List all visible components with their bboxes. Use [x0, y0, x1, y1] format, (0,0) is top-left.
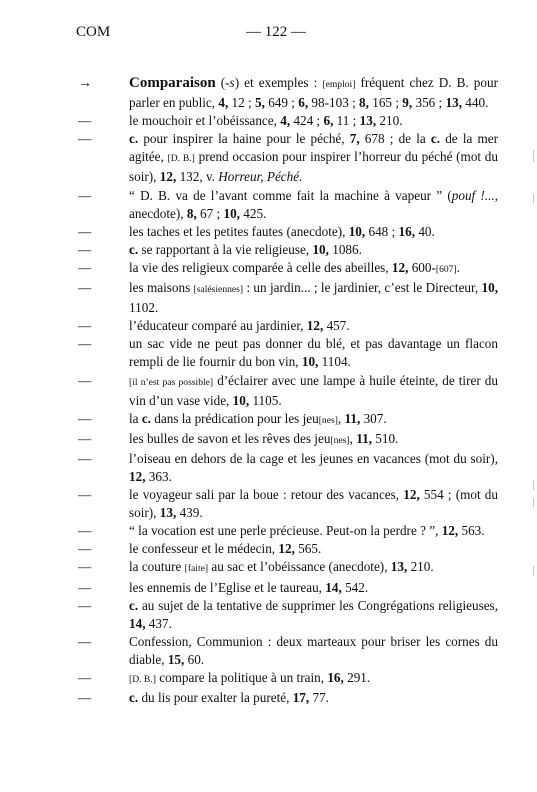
- entry-dash: —: [78, 670, 92, 685]
- index-entry: [78, 112, 498, 130]
- entry-text: prend occasion pour inspirer l’horreur du péché (mot du soir),: [129, 149, 498, 185]
- index-entry: [78, 486, 498, 522]
- entry-text: d’éclairer avec une lampe à huile éteinte, de tirer du vin d’un vase vide,: [129, 372, 498, 408]
- entry-text: 425.: [239, 205, 267, 221]
- entry-text: 363.: [145, 468, 172, 484]
- entry-text: 67 ;: [196, 205, 224, 221]
- entry-text: c.: [430, 131, 441, 147]
- entry-text: 12,: [391, 259, 409, 275]
- index-entry: [78, 317, 498, 335]
- entry-text: se rapportant à la vie religieuse,: [138, 241, 313, 257]
- entry-text: 563.: [458, 523, 485, 539]
- index-entry: [78, 430, 498, 450]
- entry-text: 437.: [145, 615, 172, 631]
- entry-text: du lis pour exalter la pureté,: [138, 690, 293, 706]
- entry-text: [salésiennes]: [193, 284, 244, 296]
- entry-text: 8,: [186, 205, 197, 221]
- entry-text: la couture: [129, 559, 185, 575]
- entry-text: le mouchoir et l’obéissance,: [129, 113, 281, 129]
- index-entry: [78, 223, 498, 241]
- entry-dash: —: [78, 131, 92, 147]
- entry-text: le confesseur et le médecin,: [129, 541, 279, 557]
- entry-text: le voyageur sali par la boue : retour des vacances,: [129, 487, 404, 503]
- running-head: COM: [76, 24, 111, 40]
- entry-text: 9,: [402, 95, 413, 111]
- entry-text: [faite]: [184, 563, 209, 575]
- entry-text: les bulles de savon et les rêves des jeu: [129, 430, 331, 446]
- entry-text: 14,: [129, 615, 146, 631]
- entry-text: 13,: [390, 559, 408, 575]
- entry-text: l’oiseau en dehors de la cage et les jeunes en vacances (mot du soir),: [129, 450, 498, 466]
- entry-text: la vie des religieux comparée à celle des abeilles,: [129, 259, 392, 275]
- entry-text: 678 ; de la: [359, 131, 431, 147]
- entry-text: 11,: [344, 410, 361, 426]
- entry-text: 12 ;: [228, 95, 255, 111]
- margin-mark: [533, 480, 534, 490]
- index-entry: [78, 633, 498, 669]
- entry-text: 565.: [294, 541, 322, 557]
- entry-dash: —: [78, 318, 92, 334]
- entry-text: 648 ;: [365, 223, 399, 239]
- entry-text: 1104.: [318, 354, 351, 370]
- entry-dash: —: [78, 690, 92, 706]
- index-entry: [78, 335, 498, 371]
- entry-text: un sac vide ne peut pas donner du blé, et pas davantage un flacon rempli de lie fournir du bon vin,: [129, 336, 498, 370]
- entry-text: 8,: [359, 95, 369, 111]
- entry-text: c.: [129, 241, 139, 257]
- entry-text: 5,: [255, 95, 265, 111]
- entry-text: 307.: [360, 410, 387, 426]
- margin-mark: [533, 498, 534, 508]
- entry-dash: —: [78, 430, 92, 446]
- entry-text: .: [456, 259, 460, 275]
- entry-text: Confession, Communion : deux marteaux pour briser les cornes du diable,: [129, 633, 498, 667]
- entry-text: 10,: [348, 223, 366, 239]
- entry-text: au sujet de la tentative de supprimer les Congrégations religieuses,: [138, 597, 498, 613]
- margin-mark: [533, 150, 534, 162]
- entry-text: 10,: [481, 280, 498, 296]
- entry-text: 60.: [184, 651, 205, 667]
- entry-text: Horreur, Péché.: [218, 169, 303, 185]
- entry-text: 7,: [349, 131, 360, 147]
- entry-text: 440.: [462, 95, 489, 111]
- index-entry: [78, 689, 498, 707]
- entry-text: 12,: [129, 468, 146, 484]
- entry-text: “ la vocation est une perle précieuse. Peut-on la perdre ? ”,: [129, 523, 442, 539]
- entry-text: [D. B.]: [129, 674, 156, 685]
- entry-text: ,: [337, 410, 345, 426]
- entry-text: compare la politique à un train,: [155, 670, 328, 685]
- entry-text: de la mer agitée,: [129, 131, 499, 165]
- entry-text: 12,: [278, 541, 295, 557]
- entry-text: 439.: [176, 505, 203, 521]
- entry-text: 510.: [371, 430, 399, 446]
- index-entry: [78, 279, 498, 317]
- entry-text: 457.: [323, 318, 350, 334]
- entry-dash: —: [78, 541, 92, 557]
- index-entry: [78, 540, 498, 558]
- margin-mark: [533, 566, 534, 576]
- entry-text: [607]: [435, 263, 457, 275]
- entry-text: “ D. B. va de l’avant comme fait la machine à vapeur ” (: [129, 187, 452, 203]
- index-entry: [78, 522, 498, 540]
- entry-dash: —: [78, 559, 92, 575]
- entry-text: 12,: [306, 318, 324, 334]
- index-entry: [78, 259, 498, 279]
- entry-text: 165 ;: [368, 95, 403, 111]
- entry-text: 424 ;: [290, 113, 324, 129]
- entry-text: -s: [225, 75, 235, 90]
- entry-text: 12,: [441, 523, 459, 539]
- entry-text: 98-103 ;: [308, 95, 360, 111]
- entry-text: 12,: [159, 169, 177, 185]
- entry-text: ,: [349, 430, 357, 446]
- entry-dash: —: [78, 259, 92, 275]
- entry-text: 4,: [280, 113, 291, 129]
- index-entry: [78, 669, 498, 689]
- entry-text: la: [129, 410, 142, 426]
- entry-dash: —: [78, 223, 92, 239]
- entry-text: 10,: [223, 205, 240, 221]
- entry-text: 10,: [312, 241, 329, 257]
- entry-text: 10,: [232, 392, 250, 408]
- entry-text: 356 ;: [412, 95, 446, 111]
- entry-text: 1105.: [249, 392, 282, 408]
- entry-text: 600-: [408, 259, 436, 275]
- index-entry: [78, 558, 498, 578]
- entry-text: pour inspirer la haine pour le péché,: [138, 131, 350, 147]
- index-entry: [78, 579, 498, 597]
- entry-dash: —: [78, 187, 92, 203]
- entry-dash: —: [78, 336, 92, 352]
- entry-text: 291.: [343, 670, 371, 685]
- entry-text: 554 ; (mot du soir),: [129, 487, 498, 521]
- arrow-icon: →: [78, 76, 92, 91]
- entry-text: les ennemis de l’Eglise et le taureau,: [129, 579, 326, 595]
- entry-text: 132, v.: [176, 169, 219, 185]
- entry-text: 1102.: [129, 300, 159, 316]
- entry-text: (: [215, 75, 226, 90]
- entry-text: 15,: [167, 651, 185, 667]
- entry-text: 16,: [398, 223, 416, 239]
- entry-text: fréquent chez D. B. pour parler en public,: [129, 75, 498, 111]
- entry-dash: —: [78, 450, 92, 466]
- entry-text: [il n’est pas possible]: [129, 376, 214, 388]
- entry-text: Comparaison: [129, 75, 216, 91]
- entry-text: au sac et l’obéissance (anecdote),: [208, 559, 391, 575]
- index-entry: [78, 410, 498, 430]
- entry-text: 6,: [298, 95, 309, 111]
- entry-text: [nes]: [330, 434, 350, 446]
- margin-mark: [533, 194, 534, 204]
- entry-text: [D. B.]: [167, 153, 195, 165]
- entry-text: c.: [129, 690, 139, 706]
- entry-dash: —: [78, 633, 92, 649]
- index-entry: [78, 130, 498, 186]
- entry-text: 542.: [341, 579, 369, 595]
- index-entry: [78, 241, 498, 259]
- entry-dash: —: [78, 487, 92, 503]
- entry-text: pouf !...: [451, 187, 495, 203]
- entry-text: 12,: [403, 487, 420, 503]
- entry-dash: —: [78, 410, 92, 426]
- entry-text: 11 ;: [333, 113, 360, 129]
- entry-text: 16,: [327, 670, 344, 685]
- entry-text: 11,: [356, 430, 372, 446]
- entry-text: c.: [129, 131, 139, 147]
- entry-dash: —: [78, 241, 92, 257]
- entry-dash: —: [78, 523, 92, 539]
- entry-text: 13,: [159, 505, 177, 521]
- entry-text: c.: [129, 597, 139, 613]
- entry-text: 13,: [359, 113, 377, 129]
- entry-text: , anecdote),: [129, 187, 498, 221]
- entry-text: 1086.: [328, 241, 362, 257]
- index-entries: [78, 74, 498, 707]
- entry-text: ) et exemples :: [234, 75, 323, 90]
- entry-text: 40.: [415, 223, 435, 239]
- entry-text: [emploi]: [322, 79, 356, 90]
- index-entry: [78, 74, 498, 112]
- index-entry: [78, 187, 498, 223]
- entry-text: l’éducateur comparé au jardinier,: [129, 318, 307, 334]
- entry-text: les maisons: [129, 280, 194, 296]
- index-entry: [78, 450, 498, 486]
- entry-dash: —: [78, 280, 92, 296]
- entry-text: 649 ;: [264, 95, 299, 111]
- entry-text: 13,: [445, 95, 462, 111]
- entry-text: les taches et les petites fautes (anecdote),: [129, 223, 349, 239]
- entry-text: 4,: [218, 95, 229, 111]
- index-entry: [78, 597, 498, 633]
- entry-text: 77.: [309, 690, 329, 706]
- entry-text: dans la prédication pour les jeu: [150, 410, 319, 426]
- entry-text: 6,: [323, 113, 334, 129]
- entry-text: c.: [141, 410, 151, 426]
- entry-text: 14,: [325, 579, 342, 595]
- entry-text: [nes]: [318, 414, 338, 426]
- entry-text: 10,: [301, 354, 319, 370]
- page-header: [0, 24, 537, 44]
- entry-text: 17,: [292, 690, 310, 706]
- entry-text: 210.: [376, 113, 403, 129]
- entry-text: 210.: [407, 559, 434, 575]
- entry-dash: —: [78, 597, 92, 613]
- index-entry: [78, 372, 498, 410]
- page-number: — 122 —: [246, 24, 306, 40]
- entry-dash: —: [78, 372, 92, 388]
- entry-dash: —: [78, 113, 92, 129]
- entry-text: : un jardin... ; le jardinier, c’est le Directeur,: [243, 280, 482, 296]
- entry-dash: —: [78, 579, 92, 595]
